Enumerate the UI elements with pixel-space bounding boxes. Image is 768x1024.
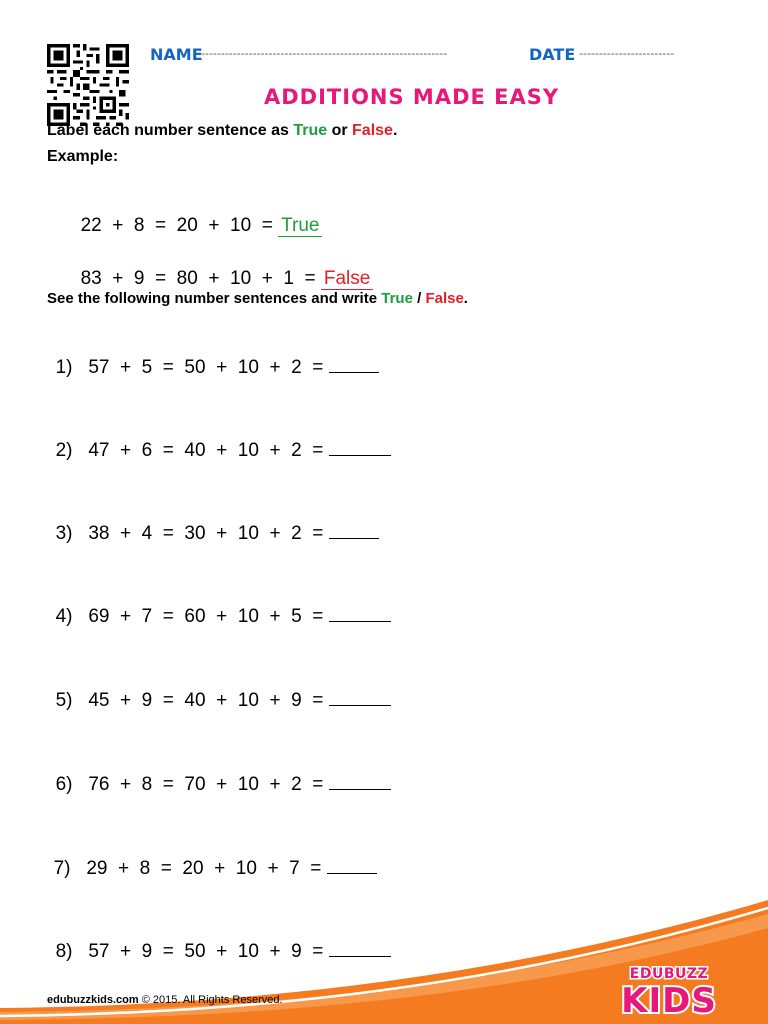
example-row (70, 246, 373, 290)
answer-blank[interactable] (329, 356, 379, 373)
question-expression: 57 + 5 = 50 + 10 + 2 = (88, 357, 329, 378)
question-expression: 76 + 8 = 70 + 10 + 2 = (88, 774, 329, 795)
sub-instructions-sep: / (412, 290, 426, 307)
sub-instructions-suffix: . (463, 290, 468, 307)
instructions-true-word: True (293, 122, 328, 139)
question-expression: 69 + 7 = 60 + 10 + 5 = (88, 606, 329, 627)
instructions (47, 122, 397, 140)
sub-instructions (47, 290, 468, 307)
edubuzz-kids-logo (606, 962, 732, 1020)
question-expression: 45 + 9 = 40 + 10 + 9 = (88, 690, 329, 711)
question-expression: 29 + 8 = 20 + 10 + 7 = (86, 858, 327, 879)
instructions-prefix: Label each number sentence as (47, 122, 294, 139)
instructions-false-word: False (352, 122, 393, 139)
question-number: 3) (55, 523, 73, 544)
footer-site-link[interactable]: edubuzzkids.com (47, 994, 139, 1006)
example-expression: 83 + 9 = 80 + 10 + 1 = (80, 268, 321, 289)
example-answer-false: False (321, 269, 373, 290)
sub-instructions-false-word: False (425, 290, 464, 307)
question-expression: 47 + 6 = 40 + 10 + 2 = (88, 440, 329, 461)
question-row (45, 751, 391, 796)
worksheet-title: ADDITIONS MADE EASY (264, 85, 560, 109)
answer-blank[interactable] (329, 773, 391, 790)
question-number: 8) (55, 941, 73, 962)
answer-blank[interactable] (329, 605, 391, 622)
question-row (43, 835, 377, 880)
footer-copyright (47, 994, 283, 1006)
footer-copyright-text: © 2015. All Rights Reserved. (138, 994, 283, 1006)
question-row (45, 583, 391, 628)
answer-blank[interactable] (329, 439, 391, 456)
date-field-line[interactable]: ------------------------ (579, 47, 675, 60)
answer-blank[interactable] (327, 857, 377, 874)
qr-code (47, 44, 129, 126)
sub-instructions-prefix: See the following number sentences and write (47, 290, 382, 307)
instructions-suffix: . (392, 122, 398, 139)
question-row (45, 417, 391, 462)
svg-text:EDUBUZZ: EDUBUZZ (629, 966, 709, 982)
question-row (45, 334, 379, 379)
answer-blank[interactable] (329, 689, 391, 706)
question-number: 2) (55, 440, 73, 461)
svg-text:KIDS: KIDS (621, 981, 717, 1020)
sub-instructions-true-word: True (381, 290, 413, 307)
question-number: 5) (55, 690, 73, 711)
name-label: NAME (150, 45, 203, 64)
name-field-line[interactable]: -------------------------------------------------------------- (201, 47, 448, 60)
question-expression: 38 + 4 = 30 + 10 + 2 = (88, 523, 329, 544)
question-number: 1) (55, 357, 73, 378)
instructions-middle: or (327, 122, 353, 139)
question-row (45, 500, 379, 545)
answer-blank[interactable] (329, 522, 379, 539)
question-number: 7) (53, 858, 71, 879)
question-expression: 57 + 9 = 50 + 10 + 9 = (88, 941, 329, 962)
example-answer-true: True (278, 216, 322, 237)
question-number: 4) (55, 606, 73, 627)
example-label: Example: (47, 148, 119, 165)
example-expression: 22 + 8 = 20 + 10 = (80, 215, 279, 236)
question-row (45, 667, 391, 712)
example-row (70, 193, 322, 237)
date-label: DATE (529, 45, 576, 64)
question-number: 6) (55, 774, 73, 795)
